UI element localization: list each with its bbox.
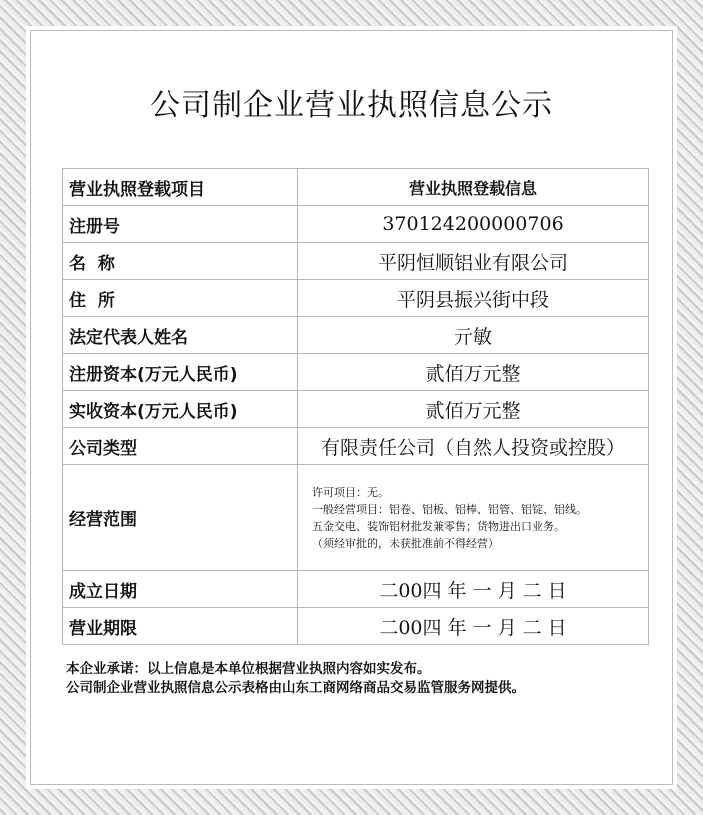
table-row (63, 608, 649, 645)
header-value: 营业执照登载信息 (298, 169, 649, 206)
row-label-company-type: 公司类型 (63, 428, 298, 465)
row-label-address: 住 所 (63, 280, 298, 317)
provider-note: 公司制企业营业执照信息公示表格由山东工商网络商品交易监管服务网提供。 (66, 680, 525, 696)
row-label-registered-capital: 注册资本(万元人民币) (63, 354, 298, 391)
scope-line: 许可项目：无。 (312, 485, 389, 499)
scope-line: 五金交电、装饰铝材批发兼零售；货物进出口业务。 (312, 519, 565, 533)
table-row (63, 465, 649, 571)
row-value-legal-rep: 亓敏 (298, 317, 649, 354)
row-label-business-term: 营业期限 (63, 608, 298, 645)
footer-notes (66, 660, 525, 698)
table-row (63, 391, 649, 428)
scope-line: （须经审批的，未获批准前不得经营） (312, 536, 499, 550)
table-header-row (63, 169, 649, 206)
row-value-paid-capital: 贰佰万元整 (298, 391, 649, 428)
row-value-company-type: 有限责任公司（自然人投资或控股） (298, 428, 649, 465)
table-row (63, 206, 649, 243)
table-row (63, 243, 649, 280)
row-label-business-scope: 经营范围 (63, 465, 298, 571)
row-label-registration-number: 注册号 (63, 206, 298, 243)
row-value-registration-number: 370124200000706 (298, 206, 649, 243)
commitment-note: 本企业承诺：以上信息是本单位根据营业执照内容如实发布。 (66, 661, 431, 677)
row-label-established-date: 成立日期 (63, 571, 298, 608)
page-title: 公司制企业营业执照信息公示 (150, 88, 553, 123)
row-value-business-scope (298, 465, 649, 571)
row-value-name: 平阴恒顺铝业有限公司 (298, 243, 649, 280)
row-label-paid-capital: 实收资本(万元人民币) (63, 391, 298, 428)
row-value-address: 平阴县振兴街中段 (298, 280, 649, 317)
row-value-registered-capital: 贰佰万元整 (298, 354, 649, 391)
row-value-business-term: 二00四 年 一 月 二 日 (298, 608, 649, 645)
row-value-established-date: 二00四 年 一 月 二 日 (298, 571, 649, 608)
table-row (63, 571, 649, 608)
table-row (63, 428, 649, 465)
table-row (63, 317, 649, 354)
row-label-name: 名 称 (63, 243, 298, 280)
license-info-table (62, 168, 649, 645)
table-row (63, 280, 649, 317)
header-label: 营业执照登载项目 (63, 169, 298, 206)
row-label-legal-rep: 法定代表人姓名 (63, 317, 298, 354)
table-row (63, 354, 649, 391)
scope-line: 一般经营项目：铝卷、铝板、铝棒、铝管、铝锭、铝线。 (312, 502, 587, 516)
